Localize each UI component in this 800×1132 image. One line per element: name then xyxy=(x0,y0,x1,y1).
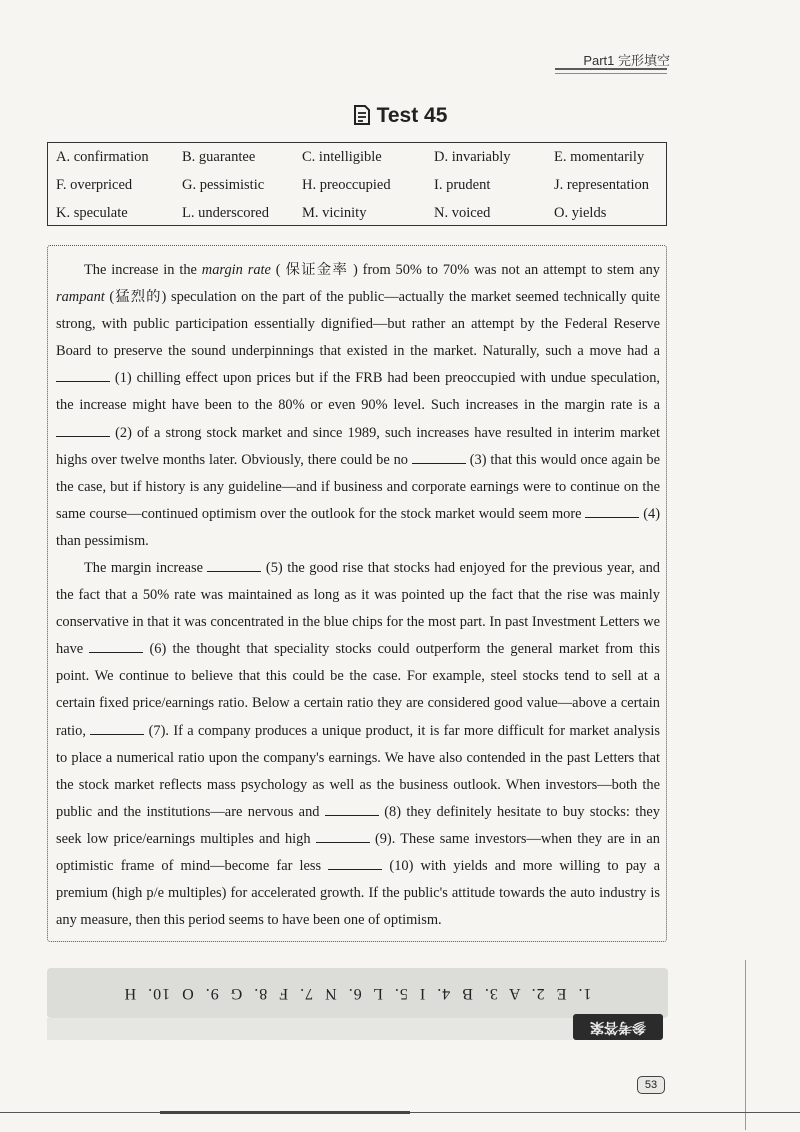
passage-paragraph-1 xyxy=(56,257,660,555)
answer-key-label xyxy=(573,1014,663,1040)
document-icon xyxy=(353,105,371,131)
passage-term: margin rate xyxy=(201,262,271,278)
passage-text: (猛烈的) speculation on the part of the public—actually the market seemed technically quite strong, with public participation essentially dignified—but rather an attempt by the Federal Reserve Board to preserve the sound underpinnings that existed in the market. Naturally, such a move had a xyxy=(56,289,660,360)
passage-text: (7). If a company produces a unique product, it is far more difficult for market analysis to place a numerical ratio upon the company's earnings. We have also contended in the past Letters that the stock market reflects mass psychology as well as the business outlook. When investors—both the public and the institutions—are nervous and xyxy=(56,722,660,820)
word-option: G. pessimistic xyxy=(182,177,265,193)
bottom-rule-dark xyxy=(160,1111,410,1114)
test-title-text: Test 45 xyxy=(376,104,448,127)
page-number: 53 xyxy=(637,1076,665,1094)
blank-7[interactable] xyxy=(90,722,144,735)
passage-term: rampant xyxy=(56,289,105,306)
passage-text: (1) chilling effect upon prices but if the FRB had been preoccupied with undue speculation, the increase might have been to the 80% or even 90% level. Such increases in the margin rate is a xyxy=(56,370,660,414)
blank-5[interactable] xyxy=(207,559,261,572)
blank-4[interactable] xyxy=(585,505,639,518)
header-rule-thin xyxy=(555,73,667,74)
blank-6[interactable] xyxy=(89,640,143,653)
passage-text: (9). These same investors—when they are in an optimistic frame of mind—become far less xyxy=(56,830,660,875)
cloze-passage xyxy=(47,245,667,942)
word-option: F. overpriced xyxy=(56,177,133,193)
passage-text: The margin increase xyxy=(84,560,208,576)
word-option: N. voiced xyxy=(434,205,491,221)
word-bank-row xyxy=(48,143,666,171)
word-bank-row xyxy=(48,171,666,199)
test-title xyxy=(0,104,800,131)
passage-text: (2) of a strong stock market and since 1989, such increases have resulted in interim market highs over twelve months later. Obviously, there could be no xyxy=(56,424,660,468)
blank-3[interactable] xyxy=(412,451,466,464)
word-option: M. vicinity xyxy=(302,205,367,221)
passage-text: (6) the thought that speciality stocks could outperform the general market from this point. We continue to believe that this could be the case. For example, steel stocks tend to sell at a certain fixed price/earnings ratio. Below a certain ratio they are considered good value—above a certain ratio, xyxy=(56,641,660,739)
word-option: H. preoccupied xyxy=(302,177,391,193)
passage-text: ( 保证金率 ) from 50% to 70% was not an attempt to stem any xyxy=(270,262,660,278)
header-rule xyxy=(555,68,667,70)
answer-key-strip xyxy=(47,968,668,1018)
passage-text: (3) that this would once again be the case, but if history is any guideline—and if business and corporate earnings were to continue on the same course—continued optimism over the outlook for the stock market would seem more xyxy=(56,451,660,522)
word-option: I. prudent xyxy=(434,177,491,193)
passage-text: (10) with yields and more willing to pay a premium (high p/e multiples) for accelerated growth. If the public's attitude towards the auto industry is any measure, then this period seems to have been one of optimism. xyxy=(56,858,660,929)
passage-text: (5) the good rise that stocks had enjoyed for the previous year, and the fact that a 50% rate was maintained as long as it was pointed up the fact that the rise was mainly conservative in that it was concentrated in the blue chips for the most part. In past Investment Letters we have xyxy=(56,560,660,658)
word-option: O. yields xyxy=(554,205,607,221)
blank-2[interactable] xyxy=(56,424,110,437)
page-edge xyxy=(745,960,746,1130)
word-option: C. intelligible xyxy=(302,149,382,165)
passage-text: (4) than pessimism. xyxy=(56,505,660,549)
section-header-label: Part1 完形填空 xyxy=(583,53,670,68)
word-option: B. guarantee xyxy=(182,149,256,165)
word-option: D. invariably xyxy=(434,149,511,165)
blank-8[interactable] xyxy=(325,803,379,816)
blank-10[interactable] xyxy=(328,857,382,870)
answer-key-label-text: 参考答案 xyxy=(590,1019,646,1035)
word-bank xyxy=(47,142,667,226)
word-option: K. speculate xyxy=(56,205,128,221)
word-option: A. confirmation xyxy=(56,149,149,165)
word-option: E. momentarily xyxy=(554,149,645,165)
word-option: L. underscored xyxy=(182,205,269,221)
word-option: J. representation xyxy=(554,177,650,193)
blank-9[interactable] xyxy=(316,830,370,843)
answer-key-shade xyxy=(47,1018,573,1040)
passage-paragraph-2 xyxy=(56,555,660,934)
passage-text: (8) they definitely hesitate to buy stocks: they seek low price/earnings multiples and high xyxy=(56,803,661,847)
passage-text: The increase in the xyxy=(84,262,202,278)
word-bank-row xyxy=(48,199,666,227)
blank-1[interactable] xyxy=(56,369,110,382)
answer-key-text: 1. E 2. A 3. B 4. I 5. L 6. N 7. F 8. G 9. O 10. H xyxy=(123,985,592,1002)
